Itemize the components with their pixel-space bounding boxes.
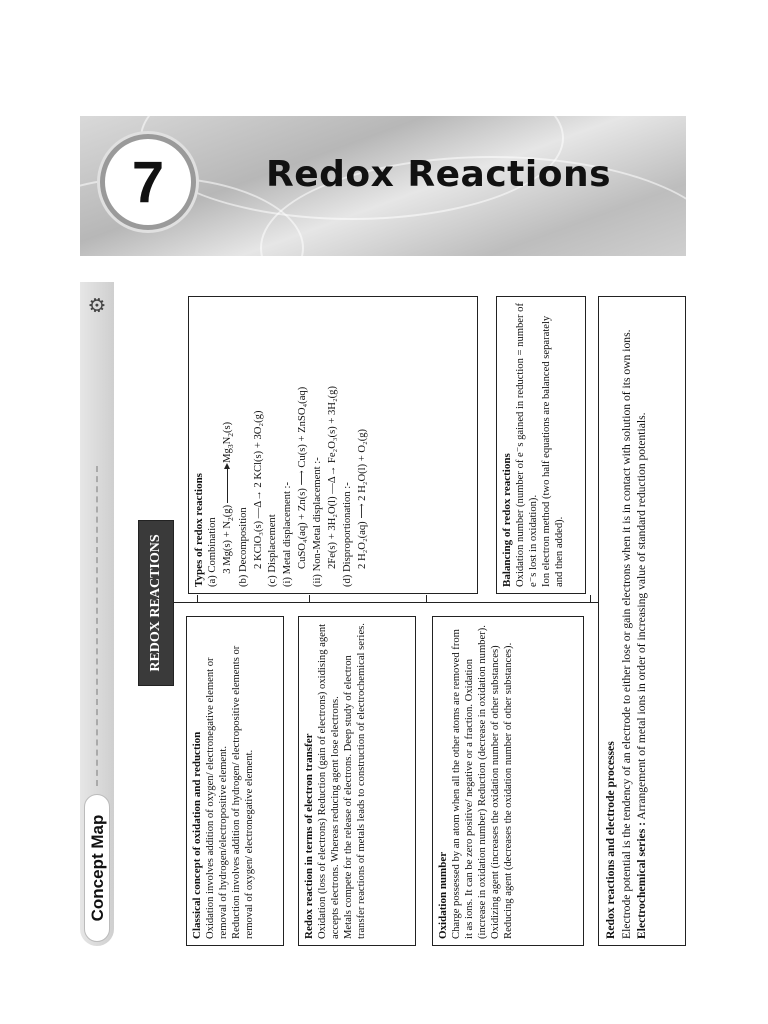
- chapter-number: 7: [100, 134, 196, 230]
- oxidation-number-text1: Charge possessed by an atom when all the other atoms are removed from it as ions. It can be zero positive/ negative or a fraction. Oxidation (increase in oxidation number) Reduction (decrease in oxidation number).: [451, 625, 489, 939]
- balancing-heading: Balancing of redox reactions: [501, 453, 513, 587]
- type-b-label: (b) Decomposition: [237, 507, 249, 587]
- balancing-text2: Ion electron method (two half equations are balanced separately and then added).: [541, 315, 566, 587]
- oxidation-number-text2: Oxidizing agent (increases the oxidation number of other substances): [490, 645, 502, 939]
- classical-text-reduction: Reduction involves addition of hydrogen/ electropositive elements or removal of oxygen/ electronegative element.: [231, 645, 256, 939]
- type-c-ii-label: (ii) Non-Metal displacement :-: [312, 457, 324, 587]
- oxidation-number-text3: Reducing agent (decreases the oxidation number of other substances).: [503, 642, 515, 939]
- concept-map-label: Concept Map: [84, 794, 110, 942]
- connector: [426, 595, 427, 603]
- tab-divider: [96, 466, 98, 786]
- concept-map-tab: [80, 282, 114, 946]
- types-heading: Types of redox reactions: [193, 473, 205, 587]
- type-c-i-equation: CuSO₄(aq) + Zn(s) ⟶ Cu(s) + ZnSO₄(aq): [297, 386, 309, 569]
- classical-heading: Classical concept of oxidation and reduction: [191, 731, 203, 939]
- connector: [197, 595, 198, 603]
- connector-trunk: [174, 602, 598, 603]
- concept-map: [80, 296, 686, 946]
- balancing-text1: Oxidation number (number of e⁻s gained in reduction = number of e⁻s lost in oxidation).: [515, 303, 540, 587]
- chapter-title: Redox Reactions: [266, 154, 611, 195]
- electrode-text2: Electrochemical series : Arrangement of metal ions in order of increasing value of standard reduction potentials.: [635, 412, 649, 939]
- electron-transfer-heading: Redox reaction in terms of electron transfer: [303, 733, 315, 939]
- electron-transfer-text2: Metals compete for the release of electrons. Deep study of electron transfer reactions of metals leads to construction of electrochemical series.: [343, 623, 368, 939]
- balancing-box: [496, 296, 586, 594]
- type-c-i-label: (i) Metal displacement :-: [282, 481, 294, 587]
- concept-map-icon: ⚙: [85, 296, 109, 314]
- connector: [309, 595, 310, 603]
- classical-concept-box: [186, 616, 284, 946]
- oxidation-number-box: [432, 616, 584, 946]
- root-node: REDOX REACTIONS: [138, 520, 174, 686]
- classical-text-oxidation: Oxidation involves addition of oxygen/ electronegative element or removal of hydrogen/electropositive element.: [205, 657, 230, 939]
- type-c-ii-equation: 2Fe(s) + 3H₂O(l) —Δ→ Fe₂O₃(s) + 3H₂(g): [327, 385, 339, 569]
- type-a-label: (a) Combination: [207, 517, 219, 587]
- connector: [590, 595, 591, 603]
- electrode-heading: Redox reactions and electrode processes: [604, 741, 617, 939]
- electrode-processes-box: [598, 296, 686, 946]
- type-a-equation: 3 $Mg(s) + N_2(g)Mg_3N_2(s)$: [222, 421, 236, 574]
- type-c-label: (c) Displacement: [267, 514, 279, 587]
- oxidation-number-heading: Oxidation number: [437, 851, 449, 939]
- electrode-text1: Electrode potential is the tendency of an electrode to either lose or gain electrons when it is in contact with solution of its own ions.: [620, 329, 634, 939]
- type-d-equation: 2 H₂O₂(aq) ⟶ 2 H₂O(l) + O₂(g): [356, 428, 368, 569]
- electron-transfer-text1: Oxidation (loss of electrons) Reduction (gain of electrons) oxidising agent accepts electrons. Whereas reducing agent lose electrons.: [317, 623, 342, 939]
- types-box: [188, 296, 478, 594]
- type-d-label: (d) Disproportionation :-: [342, 482, 354, 587]
- electron-transfer-box: [298, 616, 416, 946]
- type-b-equation: 2 KClO₃(s) —Δ→ 2 KCl(s) + 3O₂(g): [252, 410, 264, 569]
